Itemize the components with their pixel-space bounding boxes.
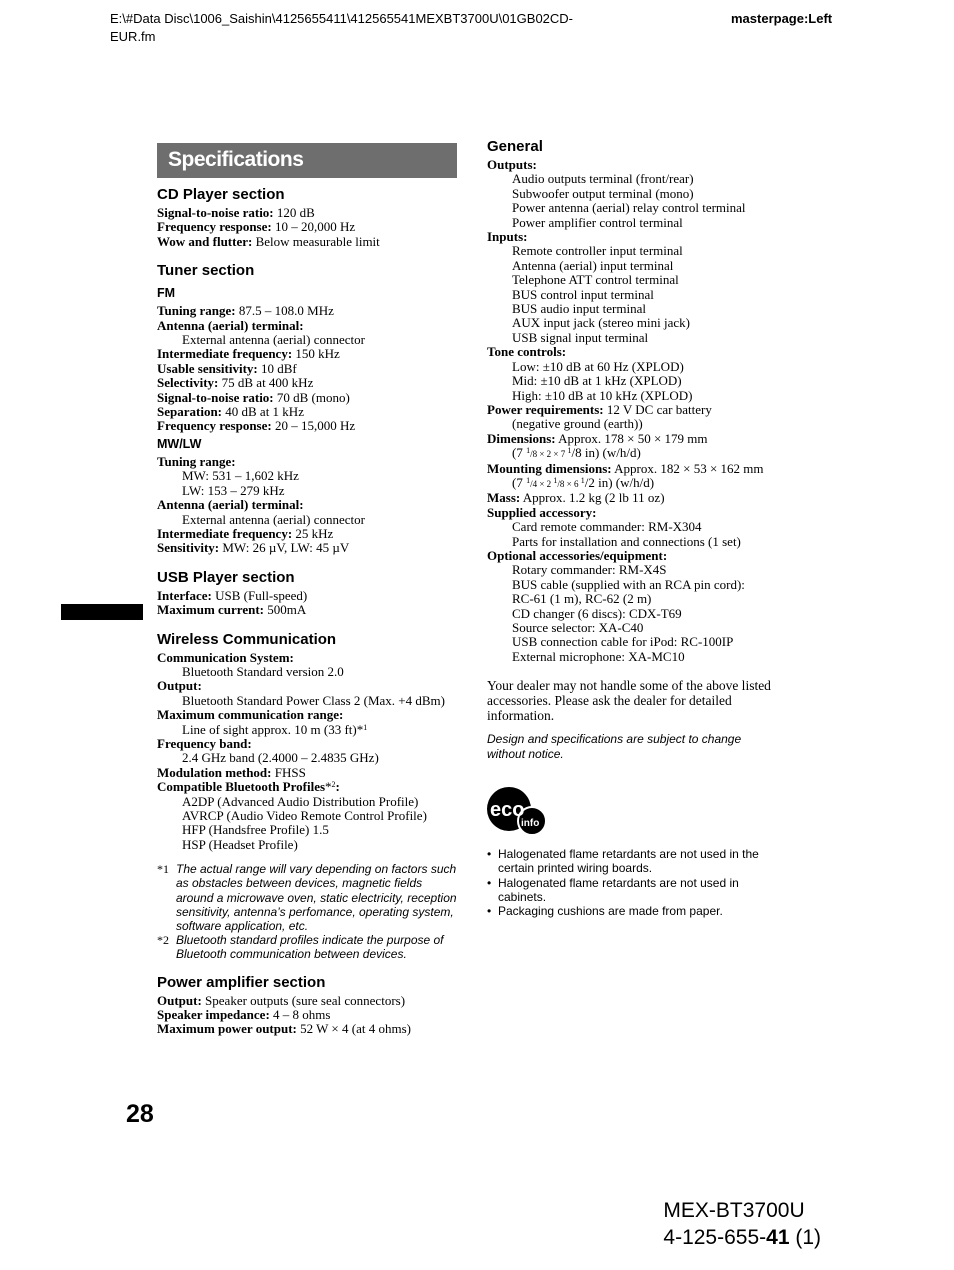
mwlw-sens-value: MW: 26 µV, LW: 45 µV bbox=[219, 540, 350, 556]
wireless-output-value: Bluetooth Standard Power Class 2 (Max. +4 dBm) bbox=[182, 692, 445, 708]
file-path-line2: EUR.fm bbox=[110, 29, 156, 44]
supplied-item: Parts for installation and connections (1 set) bbox=[512, 533, 741, 549]
fm-freq-value: 20 – 15,000 Hz bbox=[271, 418, 356, 434]
power-heading: Power amplifier section bbox=[157, 973, 326, 991]
fm-tuning bbox=[157, 304, 467, 318]
dimensions-label: Dimensions: bbox=[487, 430, 556, 446]
footnote-mark-2: * bbox=[325, 779, 332, 795]
fm-tuning-label: Tuning range: bbox=[157, 303, 236, 319]
input-item: BUS control input terminal bbox=[512, 286, 654, 302]
mwlw-if-label: Intermediate frequency: bbox=[157, 525, 293, 541]
wireless-profiles-label: Compatible Bluetooth Profiles bbox=[157, 779, 326, 795]
mounting bbox=[487, 462, 797, 476]
mwlw-antenna bbox=[157, 498, 467, 512]
fm-antenna-label: Antenna (aerial) terminal: bbox=[157, 317, 304, 333]
optional-label bbox=[487, 549, 797, 563]
mwlw-lw: LW: 153 – 279 kHz bbox=[182, 482, 285, 498]
eco-bullet bbox=[487, 876, 788, 904]
fm-antenna bbox=[157, 319, 467, 333]
profile-item: A2DP (Advanced Audio Distribution Profile) bbox=[182, 793, 419, 809]
dimensions bbox=[487, 432, 797, 446]
fm-freq bbox=[157, 419, 467, 433]
cd-wow-label: Wow and flutter: bbox=[157, 233, 253, 249]
dim-in-a: (7 bbox=[512, 445, 527, 461]
input-item: BUS audio input terminal bbox=[512, 301, 646, 317]
mount-in-f: 1 bbox=[580, 475, 585, 485]
fm-separation bbox=[157, 405, 467, 419]
mount-in-d: 1 bbox=[553, 475, 558, 485]
change-note: Design and specifications are subject to change without notice. bbox=[487, 732, 742, 762]
eco-list bbox=[487, 847, 797, 918]
mwlw-tuning bbox=[157, 455, 467, 469]
eco-bullet-text: Halogenated flame retardants are not used in the certain printed wiring boards. bbox=[498, 847, 759, 876]
footnote-ref-1: 1 bbox=[363, 722, 368, 732]
fm-snr bbox=[157, 391, 467, 405]
section-tab-bar bbox=[61, 604, 143, 620]
eco-text: eco bbox=[490, 799, 525, 822]
mwlw-if bbox=[157, 527, 467, 541]
usb-current bbox=[157, 603, 467, 617]
eco-info-logo bbox=[487, 787, 551, 841]
dim-in-e: /8 in) (w/h/d) bbox=[571, 445, 641, 461]
supplied-item: Card remote commander: RM-X304 bbox=[512, 519, 702, 535]
fm-separation-value: 40 dB at 1 kHz bbox=[222, 404, 304, 420]
wireless-system-value: Bluetooth Standard version 2.0 bbox=[182, 663, 344, 679]
mass bbox=[487, 491, 797, 505]
mount-in-b: 1 bbox=[526, 475, 531, 485]
masterpage-label: masterpage:Left bbox=[731, 11, 833, 26]
optional-item: BUS cable (supplied with an RCA pin cord): bbox=[512, 576, 745, 592]
bullet-icon: • bbox=[487, 847, 492, 862]
tuner-heading: Tuner section bbox=[157, 262, 255, 280]
footnote-1 bbox=[157, 862, 458, 933]
mwlw-mw: MW: 531 – 1,602 kHz bbox=[182, 468, 299, 484]
profile-item: HSP (Headset Profile) bbox=[182, 836, 298, 852]
eco-bullet-text: Packaging cushions are made from paper. bbox=[498, 904, 723, 919]
eco-bullet bbox=[487, 904, 788, 918]
power-impedance-value: 4 – 8 ohms bbox=[269, 1007, 331, 1023]
cd-snr bbox=[157, 206, 467, 220]
fm-if-label: Intermediate frequency: bbox=[157, 346, 293, 362]
power-max-label: Maximum power output: bbox=[157, 1021, 297, 1037]
usb-current-label: Maximum current: bbox=[157, 602, 264, 618]
input-item: Telephone ATT control terminal bbox=[512, 272, 679, 288]
title-banner bbox=[157, 143, 457, 178]
footnote-2 bbox=[157, 933, 458, 961]
fm-heading: FM bbox=[157, 286, 176, 301]
footnote-ref-2: 2 bbox=[331, 780, 336, 790]
dimensions-inches bbox=[487, 446, 797, 461]
wireless-heading: Wireless Communication bbox=[157, 630, 337, 648]
inputs-label-text: Inputs: bbox=[487, 229, 528, 245]
usb-interface-value: USB (Full-speed) bbox=[211, 587, 308, 603]
supplied-label bbox=[487, 506, 797, 520]
mass-label: Mass: bbox=[487, 490, 521, 506]
usb-heading: USB Player section bbox=[157, 568, 295, 586]
fm-tuning-value: 87.5 – 108.0 MHz bbox=[235, 303, 334, 319]
mwlw-antenna-value: External antenna (aerial) connector bbox=[182, 511, 365, 527]
power-output-label: Output: bbox=[157, 992, 202, 1008]
mounting-label: Mounting dimensions: bbox=[487, 460, 612, 476]
left-column bbox=[157, 186, 467, 1037]
mounting-value: Approx. 182 × 53 × 162 mm bbox=[611, 460, 764, 476]
mount-in-e: /8 × 6 bbox=[557, 478, 581, 489]
outputs-label-text: Outputs: bbox=[487, 157, 537, 172]
bullet-icon: • bbox=[487, 875, 492, 890]
wireless-range-row bbox=[157, 723, 467, 737]
file-path-line1: E:\#Data Disc\1006_Saishin\4125655411\412565541MEXBT3700U\01GB02CD- bbox=[110, 11, 574, 26]
fm-selectivity-value: 75 dB at 400 kHz bbox=[218, 375, 314, 391]
footnote-2-text: Bluetooth standard profiles indicate the purpose of Bluetooth communication between devices. bbox=[176, 933, 444, 962]
output-item: Power amplifier control terminal bbox=[512, 214, 683, 230]
usb-interface bbox=[157, 589, 467, 603]
optional-item: RC-61 (1 m), RC-62 (2 m) bbox=[512, 591, 652, 607]
dimensions-value: Approx. 178 × 50 × 179 mm bbox=[555, 430, 708, 446]
wireless-profiles bbox=[157, 780, 467, 794]
optional-item: Source selector: XA-C40 bbox=[512, 620, 644, 635]
wireless-range-label: Maximum communication range: bbox=[157, 707, 344, 723]
power-output-value: Speaker outputs (sure seal connectors) bbox=[201, 992, 406, 1008]
fm-snr-value: 70 dB (mono) bbox=[273, 389, 350, 405]
wireless-output bbox=[157, 679, 467, 693]
fm-usable bbox=[157, 362, 467, 376]
info-text: info bbox=[521, 818, 540, 830]
wireless-output-label: Output: bbox=[157, 678, 202, 694]
power-req bbox=[487, 403, 797, 417]
tone-label bbox=[487, 345, 797, 359]
power-impedance-label: Speaker impedance: bbox=[157, 1007, 270, 1023]
power-max-value: 52 W × 4 (at 4 ohms) bbox=[296, 1021, 411, 1037]
inputs-label bbox=[487, 230, 797, 244]
mwlw-tuning-label: Tuning range: bbox=[157, 453, 236, 469]
output-item: Audio outputs terminal (front/rear) bbox=[512, 171, 694, 187]
power-output bbox=[157, 994, 467, 1008]
general-heading: General bbox=[487, 138, 543, 155]
power-max bbox=[157, 1022, 467, 1036]
mass-value: Approx. 1.2 kg (2 lb 11 oz) bbox=[520, 490, 665, 506]
mount-in-g: /2 in) (w/h/d) bbox=[584, 474, 655, 490]
eco-bullet bbox=[487, 847, 788, 875]
input-item: AUX input jack (stereo mini jack) bbox=[512, 315, 690, 331]
optional-item: External microphone: XA-MC10 bbox=[512, 648, 685, 664]
fm-usable-label: Usable sensitivity: bbox=[157, 360, 258, 376]
cd-freq bbox=[157, 220, 467, 234]
cd-freq-value: 10 – 20,000 Hz bbox=[271, 219, 356, 235]
fm-selectivity-label: Selectivity: bbox=[157, 375, 219, 391]
optional-label-text: Optional accessories/equipment: bbox=[487, 547, 668, 563]
model-name: MEX-BT3700U bbox=[663, 1199, 805, 1222]
cd-freq-label: Frequency response: bbox=[157, 219, 272, 235]
profile-item: HFP (Handsfree Profile) 1.5 bbox=[182, 822, 329, 838]
wireless-range-value: Line of sight approx. 10 m (33 ft)* bbox=[182, 721, 364, 737]
tone-item: Low: ±10 dB at 60 Hz (XPLOD) bbox=[512, 358, 684, 374]
outputs-label bbox=[487, 158, 797, 172]
power-req-label: Power requirements: bbox=[487, 401, 604, 417]
mounting-inches bbox=[487, 476, 797, 491]
profile-item: AVRCP (Audio Video Remote Control Profile) bbox=[182, 808, 427, 823]
mwlw-antenna-label: Antenna (aerial) terminal: bbox=[157, 497, 304, 513]
model-code bbox=[663, 1224, 821, 1251]
model-code-bold: 41 bbox=[766, 1226, 790, 1249]
optional-item: Rotary commander: RM-X4S bbox=[512, 562, 667, 578]
output-item: Subwoofer output terminal (mono) bbox=[512, 185, 694, 201]
footnote-1-text: The actual range will vary depending on factors such as obstacles between devices, magnetic fields around a microwave oven, static electricity, reception sensitivity, antenna’s perfomance, operating system, software application, etc. bbox=[176, 862, 457, 934]
usb-interface-label: Interface: bbox=[157, 587, 212, 603]
input-item: Remote controller input terminal bbox=[512, 243, 683, 259]
power-impedance bbox=[157, 1008, 467, 1022]
footnote-1-mark: *1 bbox=[157, 862, 169, 877]
fm-usable-value: 10 dBf bbox=[257, 360, 297, 376]
fm-if bbox=[157, 347, 467, 361]
optional-item: CD changer (6 discs): CDX-T69 bbox=[512, 605, 682, 621]
output-item: Power antenna (aerial) relay control terminal bbox=[512, 200, 746, 216]
wireless-band-label: Frequency band: bbox=[157, 735, 252, 751]
eco-info-icon bbox=[487, 787, 551, 841]
mwlw-sens-label: Sensitivity: bbox=[157, 540, 220, 556]
file-path bbox=[110, 10, 670, 46]
tone-label-text: Tone controls: bbox=[487, 344, 567, 360]
dim-in-c: /8 × 2 × 7 bbox=[530, 449, 568, 460]
dim-in-b: 1 bbox=[526, 446, 531, 456]
wireless-system bbox=[157, 651, 467, 665]
mount-in-a: (7 bbox=[512, 474, 527, 490]
fm-snr-label: Signal-to-noise ratio: bbox=[157, 389, 274, 405]
usb-current-value: 500mA bbox=[263, 602, 307, 618]
input-item: USB signal input terminal bbox=[512, 329, 649, 345]
eco-bullet-text: Halogenated flame retardants are not used in cabinets. bbox=[498, 875, 739, 904]
fm-antenna-value: External antenna (aerial) connector bbox=[182, 332, 365, 348]
power-req-value2: (negative ground (earth)) bbox=[512, 416, 643, 432]
mount-in-c: /4 × 2 bbox=[530, 478, 554, 489]
footnote-2-mark: *2 bbox=[157, 933, 169, 948]
fm-if-value: 150 kHz bbox=[292, 346, 340, 362]
fm-selectivity bbox=[157, 376, 467, 390]
cd-heading: CD Player section bbox=[157, 186, 285, 203]
wireless-band bbox=[157, 737, 467, 751]
mwlw-sens bbox=[157, 541, 467, 555]
cd-wow bbox=[157, 235, 467, 249]
dealer-note: Your dealer may not handle some of the above listed accessories. Please ask the dealer for detailed information. bbox=[487, 678, 771, 724]
wireless-modulation-value: FHSS bbox=[271, 764, 306, 780]
fm-separation-label: Separation: bbox=[157, 404, 222, 420]
page-title: Specifications bbox=[168, 148, 304, 171]
wireless-modulation bbox=[157, 766, 467, 780]
mwlw-if-value: 25 kHz bbox=[292, 525, 334, 541]
mwlw-heading: MW/LW bbox=[157, 436, 202, 451]
model-code-suffix: (1) bbox=[789, 1226, 821, 1249]
right-column bbox=[487, 138, 797, 918]
input-item: Antenna (aerial) input terminal bbox=[512, 257, 674, 273]
tone-item: High: ±10 dB at 10 kHz (XPLOD) bbox=[512, 387, 693, 403]
bullet-icon: • bbox=[487, 904, 492, 919]
supplied-label-text: Supplied accessory: bbox=[487, 504, 597, 520]
optional-item: USB connection cable for iPod: RC-100IP bbox=[512, 634, 734, 650]
wireless-band-value: 2.4 GHz band (2.4000 – 2.4835 GHz) bbox=[182, 750, 379, 766]
tone-item: Mid: ±10 dB at 1 kHz (XPLOD) bbox=[512, 373, 682, 389]
model-code-prefix: 4-125-655- bbox=[663, 1226, 767, 1249]
wireless-range bbox=[157, 708, 467, 722]
cd-snr-value: 120 dB bbox=[273, 205, 315, 220]
dim-in-d: 1 bbox=[567, 446, 572, 456]
cd-wow-value: Below measurable limit bbox=[252, 233, 380, 249]
model-info bbox=[663, 1197, 821, 1251]
wireless-modulation-label: Modulation method: bbox=[157, 764, 272, 780]
cd-snr-label: Signal-to-noise ratio: bbox=[157, 205, 274, 220]
power-req-value: 12 V DC car battery bbox=[603, 401, 712, 417]
wireless-profiles-colon: : bbox=[335, 779, 340, 795]
fm-freq-label: Frequency response: bbox=[157, 418, 272, 434]
page-number: 28 bbox=[126, 1100, 154, 1128]
wireless-system-label: Communication System: bbox=[157, 649, 294, 665]
